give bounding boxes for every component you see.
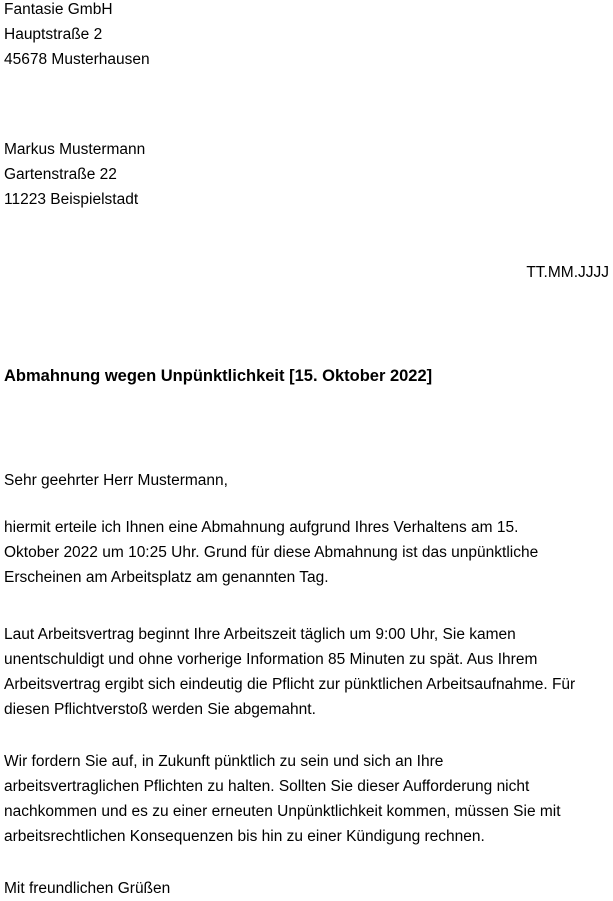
paragraph-line: Erscheinen am Arbeitsplatz am genannten Tag. bbox=[4, 569, 329, 586]
sender-city: 45678 Musterhausen bbox=[4, 51, 150, 68]
letter-date: TT.MM.JJJJ bbox=[526, 264, 609, 281]
sender-address bbox=[4, 0, 604, 72]
letter-subject: Abmahnung wegen Unpünktlichkeit [15. Oktober 2022] bbox=[4, 367, 433, 385]
sender-street: Hauptstraße 2 bbox=[4, 26, 103, 43]
paragraph-line: diesen Pflichtverstoß werden Sie abgemahnt. bbox=[4, 701, 316, 718]
body-paragraph-1 bbox=[4, 515, 604, 590]
paragraph-line: Laut Arbeitsvertrag beginnt Ihre Arbeitszeit täglich um 9:00 Uhr, Sie kamen bbox=[4, 626, 516, 643]
paragraph-line: Arbeitsvertrag ergibt sich eindeutig die Pflicht zur pünktlichen Arbeitsaufnahme. Für bbox=[4, 676, 576, 693]
body-paragraph-3 bbox=[4, 749, 604, 849]
recipient-address bbox=[4, 137, 604, 212]
closing-text: Mit freundlichen Grüßen bbox=[4, 880, 171, 897]
closing bbox=[4, 876, 604, 901]
recipient-city: 11223 Beispielstadt bbox=[4, 191, 139, 208]
paragraph-line: Oktober 2022 um 10:25 Uhr. Grund für diese Abmahnung ist das unpünktliche bbox=[4, 544, 539, 561]
body-paragraph-2 bbox=[4, 622, 604, 722]
paragraph-line: Wir fordern Sie auf, in Zukunft pünktlich zu sein und sich an Ihre bbox=[4, 753, 444, 770]
recipient-street: Gartenstraße 22 bbox=[4, 166, 117, 183]
paragraph-line: arbeitsvertraglichen Pflichten zu halten. Sollten Sie dieser Aufforderung nicht bbox=[4, 778, 530, 795]
paragraph-line: unentschuldigt und ohne vorherige Information 85 Minuten zu spät. Aus Ihrem bbox=[4, 651, 538, 668]
recipient-name: Markus Mustermann bbox=[4, 141, 146, 158]
sender-company: Fantasie GmbH bbox=[4, 1, 113, 18]
salutation bbox=[4, 468, 604, 493]
paragraph-line: hiermit erteile ich Ihnen eine Abmahnung aufgrund Ihres Verhaltens am 15. bbox=[4, 519, 519, 536]
paragraph-line: nachkommen und es zu einer erneuten Unpünktlichkeit kommen, müssen Sie mit bbox=[4, 803, 561, 820]
salutation-text: Sehr geehrter Herr Mustermann, bbox=[4, 472, 228, 489]
paragraph-line: arbeitsrechtlichen Konsequenzen bis hin zu einer Kündigung rechnen. bbox=[4, 828, 485, 845]
